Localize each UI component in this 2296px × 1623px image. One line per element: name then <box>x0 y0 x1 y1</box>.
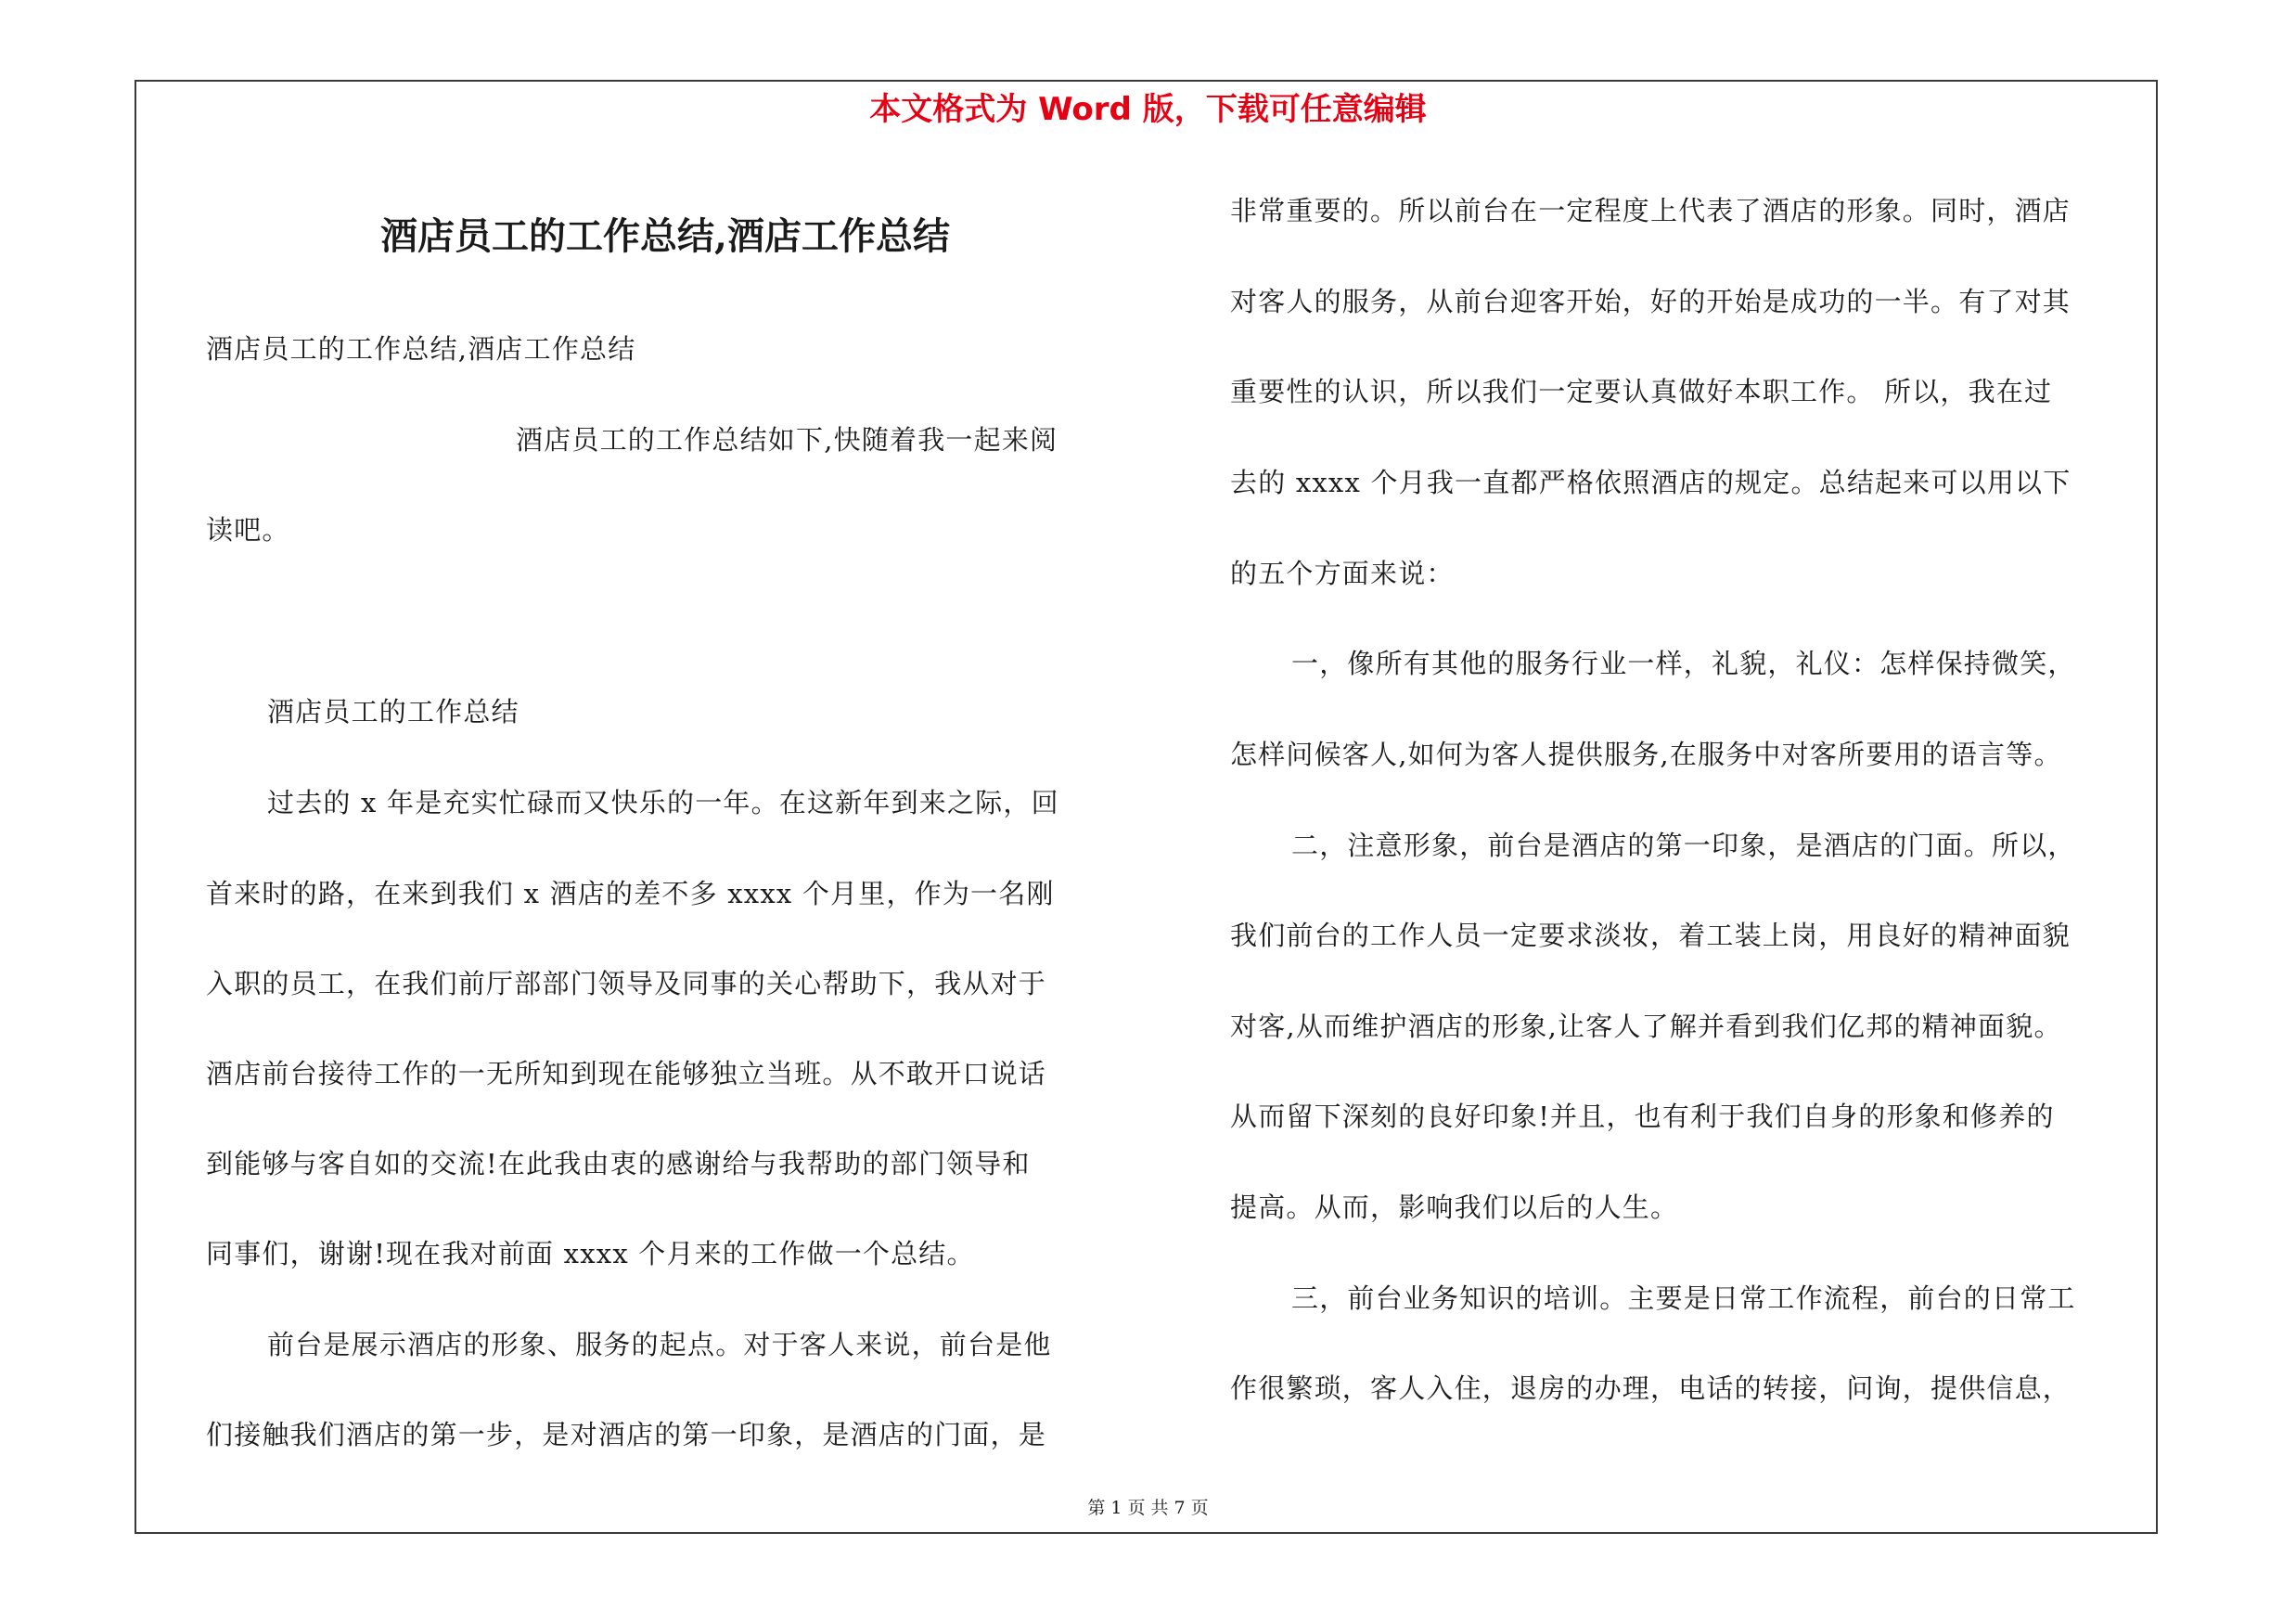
paragraph-line: 我们前台的工作人员一定要求淡妆，着工装上岗，用良好的精神面貌 <box>1230 920 2072 951</box>
intro-line-continued: 读吧。 <box>206 514 290 546</box>
paragraph-line: 前台是展示酒店的形象、服务的起点。对于客人来说，前台是他 <box>267 1329 1052 1360</box>
paragraph-line: 酒店前台接待工作的一无所知到现在能够独立当班。从不敢开口说话 <box>206 1058 1047 1089</box>
paragraph-line: 首来时的路，在来到我们 x 酒店的差不多 xxxx 个月里，作为一名刚 <box>206 878 1055 909</box>
paragraph-line: 作很繁琐，客人入住，退房的办理，电话的转接，问询，提供信息， <box>1230 1372 2072 1404</box>
paragraph-line: 从而留下深刻的良好印象!并且，也有利于我们自身的形象和修养的 <box>1230 1101 2055 1132</box>
paragraph-line: 怎样问候客人,如何为客人提供服务,在服务中对客所要用的语言等。 <box>1230 739 2062 770</box>
paragraph-line: 重要性的认识，所以我们一定要认真做好本职工作。 所以，我在过 <box>1230 376 2053 407</box>
paragraph-line: 入职的员工，在我们前厅部部门领导及同事的关心帮助下，我从对于 <box>206 968 1047 999</box>
paragraph-line: 提高。从而，影响我们以后的人生。 <box>1230 1191 1679 1223</box>
paragraph-line: 对客,从而维护酒店的形象,让客人了解并看到我们亿邦的精神面貌。 <box>1230 1011 2062 1042</box>
paragraph-line: 同事们，谢谢!现在我对前面 xxxx 个月来的工作做一个总结。 <box>206 1238 975 1269</box>
paragraph-line: 对客人的服务，从前台迎客开始，好的开始是成功的一半。有了对其 <box>1230 286 2072 317</box>
subtitle-line: 酒店员工的工作总结,酒店工作总结 <box>206 333 636 365</box>
intro-line: 酒店员工的工作总结如下,快随着我一起来阅 <box>516 424 1058 456</box>
paragraph-line: 到能够与客自如的交流!在此我由衷的感谢给与我帮助的部门领导和 <box>206 1148 1031 1179</box>
word-format-banner: 本文格式为 Word 版，下载可任意编辑 <box>869 91 1427 128</box>
paragraph-line: 三，前台业务知识的培训。主要是日常工作流程，前台的日常工 <box>1291 1282 2076 1314</box>
paragraph-line: 非常重要的。所以前台在一定程度上代表了酒店的形象。同时，酒店 <box>1230 195 2072 226</box>
paragraph-line: 过去的 x 年是充实忙碌而又快乐的一年。在这新年到来之际，回 <box>267 787 1059 818</box>
paragraph-line: 的五个方面来说： <box>1230 558 1455 589</box>
page-number-footer: 第 1 页 共 7 页 <box>1087 1498 1209 1518</box>
section-heading: 酒店员工的工作总结 <box>267 696 519 728</box>
paragraph-line: 一，像所有其他的服务行业一样，礼貌，礼仪：怎样保持微笑， <box>1291 648 2076 679</box>
paragraph-line: 们接触我们酒店的第一步，是对酒店的第一印象，是酒店的门面，是 <box>206 1419 1047 1450</box>
document-title: 酒店员工的工作总结,酒店工作总结 <box>380 214 950 258</box>
paragraph-line: 去的 xxxx 个月我一直都严格依照酒店的规定。总结起来可以用以下 <box>1230 467 2072 498</box>
paragraph-line: 二，注意形象，前台是酒店的第一印象，是酒店的门面。所以， <box>1291 830 2076 861</box>
